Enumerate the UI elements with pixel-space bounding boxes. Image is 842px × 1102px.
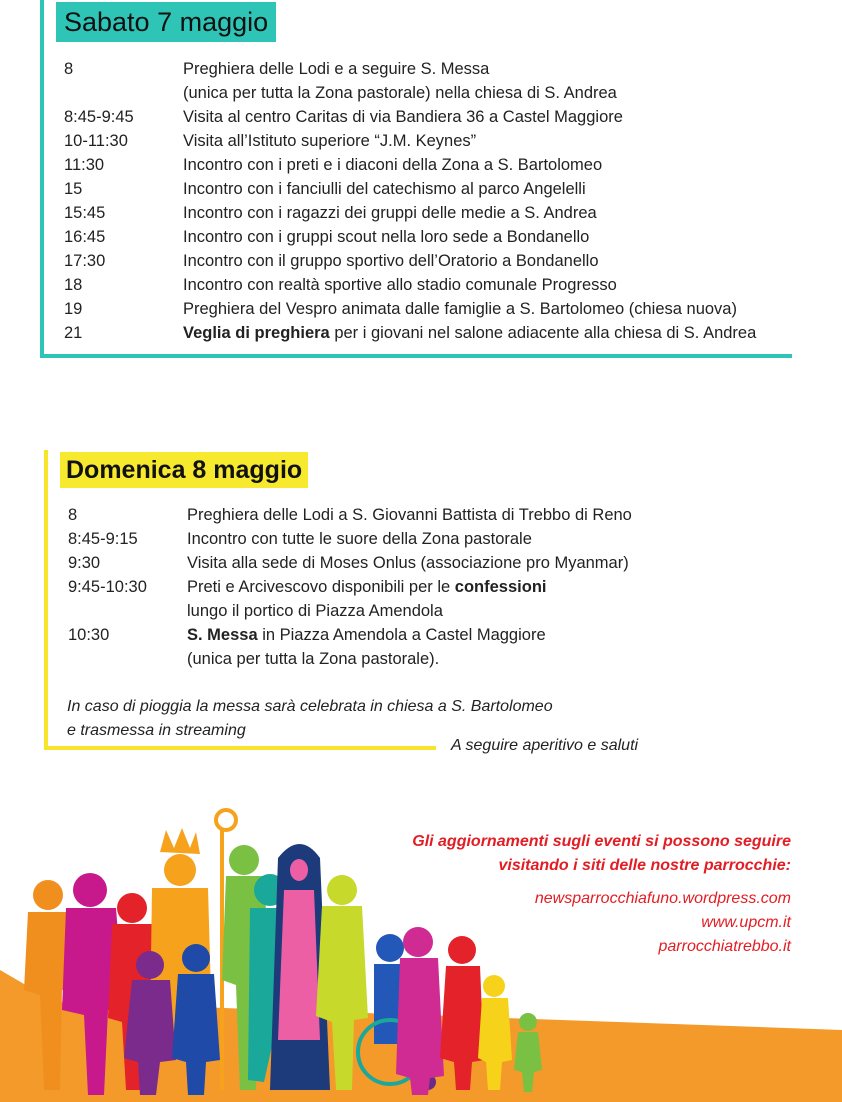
schedule-row	[44, 551, 824, 575]
schedule-row	[44, 599, 824, 623]
schedule-time: 9:45-10:30	[68, 578, 147, 596]
schedule-row	[40, 321, 820, 345]
schedule-description-text: (unica per tutta la Zona pastorale).	[187, 650, 440, 668]
schedule-time: 18	[64, 276, 83, 294]
schedule-description-text: Incontro con tutte le suore della Zona pastorale	[187, 530, 532, 548]
rain-note-line-2: e trasmessa in streaming	[67, 722, 246, 739]
schedule-description	[183, 129, 476, 153]
schedule-description-bold: S. Messa	[187, 626, 258, 644]
schedule-description-text: Incontro con i preti e i diaconi della Zona a S. Bartolomeo	[183, 156, 603, 174]
schedule-time: 8	[64, 60, 74, 78]
info-line-1: Gli aggiornamenti sugli eventi si possono seguire	[412, 833, 791, 850]
schedule-time: 8:45-9:15	[68, 530, 138, 548]
schedule-row	[40, 129, 820, 153]
schedule-description-text: Incontro con realtà sportive allo stadio comunale Progresso	[183, 276, 617, 294]
schedule-description-bold: confessioni	[454, 578, 547, 596]
schedule-description	[183, 177, 586, 201]
schedule-time: 9:30	[68, 554, 101, 572]
schedule-description-text: Preghiera delle Lodi e a seguire S. Messa	[183, 60, 490, 78]
schedule-time: 11:30	[64, 156, 105, 174]
schedule-time: 17:30	[64, 252, 106, 270]
schedule-description	[183, 105, 623, 129]
schedule-description-text: Visita alla sede di Moses Onlus (associazione pro Myanmar)	[187, 554, 629, 572]
schedule-description	[183, 153, 602, 177]
schedule-row	[40, 153, 820, 177]
schedule-description-text: Incontro con i gruppi scout nella loro sede a Bondanello	[183, 228, 590, 246]
info-line-2: visitando i siti delle nostre parrocchie:	[498, 857, 791, 874]
schedule-row	[40, 297, 820, 321]
schedule-row	[40, 249, 820, 273]
schedule-time: 15	[64, 180, 83, 198]
link-upcm[interactable]: www.upcm.it	[701, 914, 791, 931]
after-note: A seguire aperitivo e saluti	[451, 737, 639, 754]
schedule-row	[40, 57, 820, 81]
schedule-time: 10-11:30	[64, 132, 128, 150]
sunday-bottom-border	[44, 746, 436, 750]
schedule-description	[187, 551, 629, 575]
schedule-time: 21	[64, 324, 83, 342]
schedule-description	[183, 273, 617, 297]
schedule-row	[40, 81, 820, 105]
schedule-row	[44, 575, 824, 599]
schedule-description	[183, 201, 597, 225]
schedule-row	[40, 201, 820, 225]
rain-note-line-1: In caso di pioggia la messa sarà celebrata in chiesa a S. Bartolomeo	[67, 698, 553, 715]
link-parrocchiatrebbo[interactable]: parrocchiatrebbo.it	[658, 938, 791, 955]
schedule-row	[40, 105, 820, 129]
schedule-description-text: (unica per tutta la Zona pastorale) nella chiesa di S. Andrea	[183, 84, 617, 102]
schedule-description	[187, 527, 532, 551]
schedule-row	[40, 177, 820, 201]
schedule-time: 15:45	[64, 204, 106, 222]
schedule-description	[183, 81, 617, 105]
schedule-row	[44, 503, 824, 527]
schedule-time: 10:30	[68, 626, 110, 644]
schedule-row	[44, 647, 824, 671]
saturday-section	[40, 0, 792, 358]
schedule-description-text: Visita all’Istituto superiore “J.M. Keynes”	[183, 132, 477, 150]
schedule-description	[183, 321, 756, 345]
schedule-description	[187, 599, 443, 623]
schedule-description	[187, 575, 546, 599]
schedule-description-text: in Piazza Amendola a Castel Maggiore	[257, 626, 546, 644]
schedule-description	[187, 623, 546, 647]
schedule-description-text: Incontro con il gruppo sportivo dell’Oratorio a Bondanello	[183, 252, 599, 270]
schedule-description-bold: Veglia di preghiera	[183, 324, 330, 342]
schedule-description-text: per i giovani nel salone adiacente alla chiesa di S. Andrea	[329, 324, 757, 342]
schedule-description-text: lungo il portico di Piazza Amendola	[187, 602, 443, 620]
schedule-row	[44, 527, 824, 551]
sunday-title: Domenica 8 maggio	[60, 452, 308, 488]
schedule-row	[40, 273, 820, 297]
schedule-description	[183, 225, 589, 249]
saturday-bottom-border	[40, 354, 792, 358]
schedule-description	[187, 647, 439, 671]
schedule-description-text: Preghiera del Vespro animata dalle famiglie a S. Bartolomeo (chiesa nuova)	[183, 300, 737, 318]
schedule-row	[44, 623, 824, 647]
schedule-description	[183, 57, 489, 81]
link-newsparrocchiafuno[interactable]: newsparrocchiafuno.wordpress.com	[534, 890, 791, 907]
schedule-description	[183, 297, 737, 321]
saturday-title: Sabato 7 maggio	[56, 2, 276, 42]
schedule-description-text: Incontro con i fanciulli del catechismo al parco Angelelli	[183, 180, 586, 198]
schedule-description-text: Visita al centro Caritas di via Bandiera 36 a Castel Maggiore	[183, 108, 623, 126]
schedule-description-text: Preghiera delle Lodi a S. Giovanni Battista di Trebbo di Reno	[187, 506, 632, 524]
schedule-description-text: Preti e Arcivescovo disponibili per le	[187, 578, 455, 596]
schedule-description-text: Incontro con i ragazzi dei gruppi delle medie a S. Andrea	[183, 204, 597, 222]
schedule-time: 8	[68, 506, 78, 524]
schedule-row	[40, 225, 820, 249]
schedule-time: 16:45	[64, 228, 106, 246]
schedule-description	[187, 503, 632, 527]
schedule-time: 8:45-9:45	[64, 108, 134, 126]
schedule-description	[183, 249, 599, 273]
schedule-time: 19	[64, 300, 83, 318]
